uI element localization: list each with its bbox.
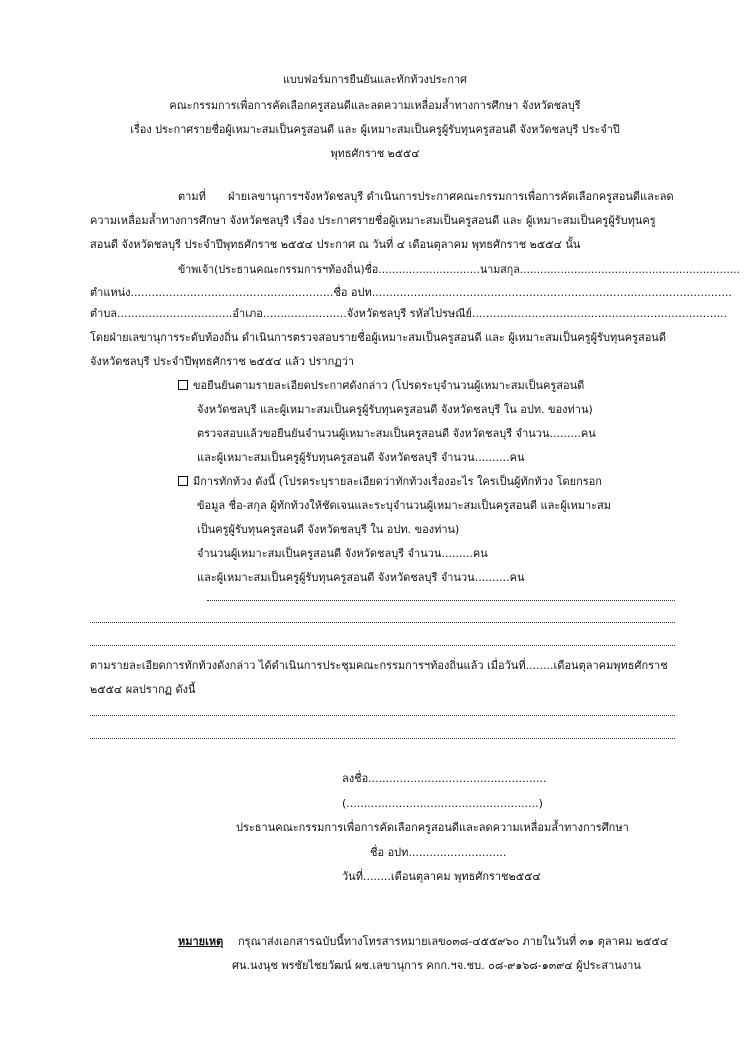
intro-line-1b: ฝ่ายเลขานุการฯจังหวัดชลบุรี ดำเนินการประกาศคณะกรรมการเพื่อการคัดเลือกครูสอนดีและลด xyxy=(228,190,674,203)
option-confirm[interactable] xyxy=(178,378,584,394)
intro-line-3: สอนดี จังหวัดชลบุรี ประจำปีพุทธศักราช ๒๕๕๔ ประกาศ ณ วันที่ ๔ เดือนตุลาคม พุทธศักราช ๒๕๕๔ นั้น xyxy=(90,238,581,251)
form-title: แบบฟอร์มการยืนยันและทักท้วงประกาศ xyxy=(283,73,467,86)
note-label: หมายเหตุ xyxy=(178,935,224,948)
confirm-line-1: ขอยืนยันตามรายละเอียดประกาศดังกล่าว (โปรดระบุจำนวนผู้เหมาะสมเป็นครูสอนดี xyxy=(193,379,585,392)
subject-line: เรื่อง ประกาศรายชื่อผู้เหมาะสมเป็นครูสอนดี และ ผู้เหมาะสมเป็นครูผู้รับทุนครูสอนดี จังหวัดชลบุรี ประจำปี xyxy=(130,123,620,136)
note-line-1: กรุณาส่งเอกสารฉบับนี้ทางโทรสารหมายเลข๐๓๘-๔๕๕๙๖๐ ภายในวันที่ ๓๑ ตุลาคม ๒๕๕๔ xyxy=(238,935,669,948)
signature-position: ประธานคณะกรรมการเพื่อการคัดเลือกครูสอนดีและลดความเหลื่อมล้ำทางการศึกษา xyxy=(236,821,629,834)
result-line-2: ๒๕๕๔ ผลปรากฏ ดังนี้ xyxy=(90,683,196,696)
result-line-1: ตามรายละเอียดการทักท้วงดังกล่าว ได้ดำเนินการประชุมคณะกรรมการฯท้องถิ่นแล้ว เมื่อวันที่........เดือนตุลาคมพุทธศักราช xyxy=(90,659,668,672)
signature-org-field[interactable]: ชื่อ อปท............................ xyxy=(370,846,507,859)
intro-line-2: ความเหลื่อมล้ำทางการศึกษา จังหวัดชลบุรี เรื่อง ประกาศรายชื่อผู้เหมาะสมเป็นครูสอนดี และ ผู้เหมาะสมเป็นครูผู้รับทุนครู xyxy=(90,214,656,227)
applicant-line-5: จังหวัดชลบุรี ประจำปีพุทธศักราช ๒๕๕๔ แล้ว ปรากฏว่า xyxy=(90,355,354,368)
confirm-checkbox[interactable] xyxy=(178,380,188,390)
objection-detail-line-3[interactable] xyxy=(90,645,675,646)
object-line-2: ข้อมูล ชื่อ-สกุล ผู้ทักท้วงให้ชัดเจนและระบุจำนวนผู้เหมาะสมเป็นครูสอนดี และผู้เหมาะสม xyxy=(197,499,612,512)
object-grant-count-field[interactable]: และผู้เหมาะสมเป็นครูผู้รับทุนครูสอนดี จังหวัดชลบุรี จำนวน..........คน xyxy=(197,571,525,584)
applicant-name-field[interactable]: ข้าพเจ้า(ประธานคณะกรรมการฯท้องถิ่น)ชื่อ..............................นามสกุล................................................................. xyxy=(178,263,740,276)
subject-year: พุทธศักราช ๒๕๕๔ xyxy=(330,147,420,160)
signature-name-field[interactable]: (.......................................................) xyxy=(342,797,543,810)
applicant-address-field[interactable]: ตำบล.................................อำเภอ........................จังหวัดชลบุรี รหัสไปรษณีย์......................................................................... xyxy=(90,307,728,320)
note-line-2: ศน.นงนุช พรชัยไชยวัฒน์ ผช.เลขานุการ คกก.ฯจ.ชบ. ๐๘-๙๑๖๘-๑๓๙๔ ผู้ประสานงาน xyxy=(232,959,641,972)
applicant-position-field[interactable]: ตำแหน่ง..........................................................ชื่อ อปท....................................................................................................... xyxy=(90,286,732,299)
objection-detail-line-1[interactable] xyxy=(207,600,675,601)
option-object[interactable] xyxy=(178,474,602,490)
objection-detail-line-2[interactable] xyxy=(90,622,675,623)
confirm-count-field[interactable]: ตรวจสอบแล้วขอยืนยันจำนวนผู้เหมาะสมเป็นครูสอนดี จังหวัดชลบุรี จำนวน.........คน xyxy=(197,427,596,440)
object-count-field[interactable]: จำนวนผู้เหมาะสมเป็นครูสอนดี จังหวัดชลบุรี จำนวน.........คน xyxy=(197,547,488,560)
signature-field[interactable]: ลงชื่อ................................................... xyxy=(342,772,547,785)
result-detail-line-2[interactable] xyxy=(90,738,675,739)
object-checkbox[interactable] xyxy=(178,476,188,486)
object-line-1: มีการทักท้วง ดังนี้ (โปรดระบุรายละเอียดว่าทักท้วงเรื่องอะไร ใครเป็นผู้ทักท้วง โดยกรอก xyxy=(193,475,602,488)
object-line-3: เป็นครูผู้รับทุนครูสอนดี จังหวัดชลบุรี ใน อปท. ของท่าน) xyxy=(197,523,460,536)
signature-date-field[interactable]: วันที่........เดือนตุลาคม พุทธศักราช๒๕๕๔ xyxy=(342,870,541,883)
confirm-grant-count-field[interactable]: และผู้เหมาะสมเป็นครูผู้รับทุนครูสอนดี จังหวัดชลบุรี จำนวน..........คน xyxy=(197,451,525,464)
confirm-line-2: จังหวัดชลบุรี และผู้เหมาะสมเป็นครูผู้รับทุนครูสอนดี จังหวัดชลบุรี ใน อปท. ของท่าน) xyxy=(197,403,593,416)
applicant-line-4: โดยฝ่ายเลขานุการระดับท้องถิ่น ดำเนินการตรวจสอบรายชื่อผู้เหมาะสมเป็นครูสอนดี และ ผู้เหมาะสมเป็นครูผู้รับทุนครูสอนดี xyxy=(90,331,666,344)
result-detail-line-1[interactable] xyxy=(90,715,675,716)
intro-line-1a: ตามที่ xyxy=(178,190,206,203)
committee-name: คณะกรรมการเพื่อการคัดเลือกครูสอนดีและลดความเหลื่อมล้ำทางการศึกษา จังหวัดชลบุรี xyxy=(169,99,581,112)
